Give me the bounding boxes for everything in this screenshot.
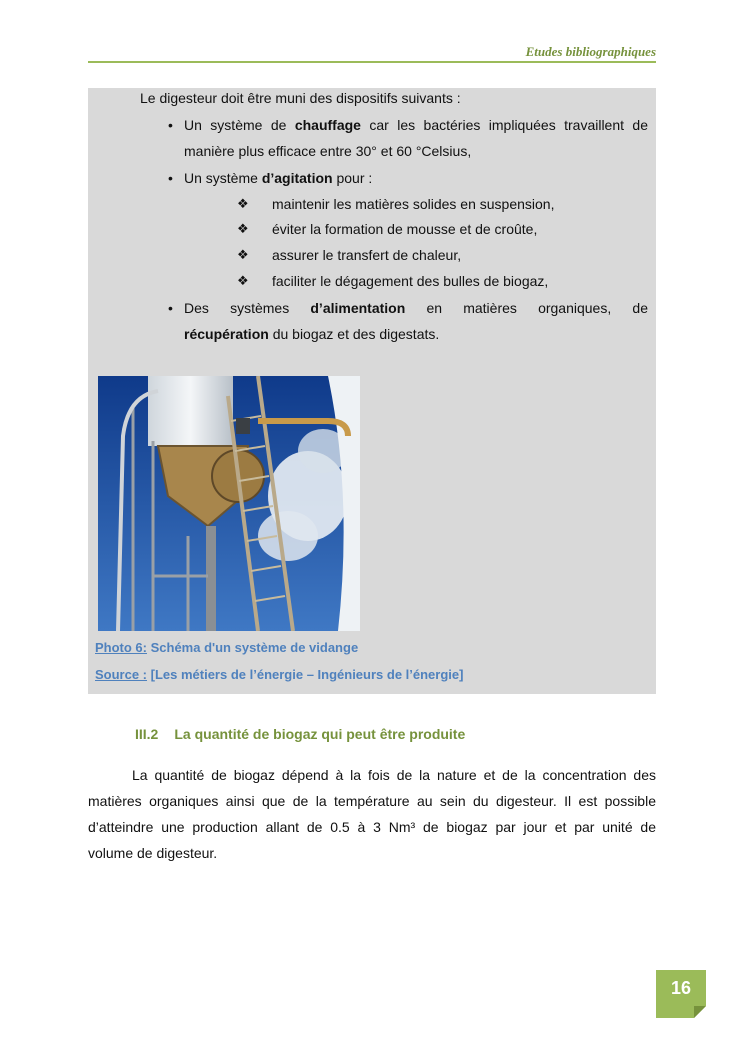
photo-caption: Photo 6: Schéma d'un système de vidange bbox=[95, 640, 359, 655]
diamond-bullet-icon: ❖ bbox=[237, 221, 249, 236]
bullet-dot-icon: • bbox=[168, 170, 173, 186]
bullet-feed-line2: récupération du biogaz et des digestats. bbox=[184, 326, 440, 342]
bullet-feed-line1: Des systèmes d’alimentation en matières organiques, de bbox=[184, 300, 648, 316]
sub-item: assurer le transfert de chaleur, bbox=[272, 247, 462, 263]
sub-item: éviter la formation de mousse et de croûte, bbox=[272, 221, 538, 237]
paragraph-line: volume de digesteur. bbox=[88, 845, 218, 861]
sub-item: maintenir les matières solides en suspension, bbox=[272, 196, 555, 212]
sub-item: faciliter le dégagement des bulles de biogaz, bbox=[272, 273, 549, 289]
photo-source: Source : [Les métiers de l’énergie – Ingénieurs de l’énergie] bbox=[95, 667, 464, 682]
section-heading: III.2 La quantité de biogaz qui peut être produite bbox=[135, 726, 466, 742]
body-paragraph bbox=[88, 762, 656, 866]
bullet-heating-line1: Un système de chauffage car les bactéries impliquées travaillent de bbox=[184, 117, 649, 133]
paragraph-line: La quantité de biogaz dépend à la fois de la nature et de la concentration des bbox=[132, 767, 656, 783]
diamond-bullet-icon: ❖ bbox=[237, 196, 249, 211]
bullet-dot-icon: • bbox=[168, 300, 173, 316]
paragraph-line: d’atteindre une production allant de 0.5 à 3 Nm³ de biogaz par jour et par unité de bbox=[88, 819, 656, 835]
bullet-agitation: Un système d’agitation pour : bbox=[184, 170, 373, 186]
header-rule bbox=[88, 61, 656, 63]
diamond-bullet-icon: ❖ bbox=[237, 273, 249, 288]
bullet-heating-line2: manière plus efficace entre 30° et 60 °Celsius, bbox=[184, 143, 472, 159]
box-intro: Le digesteur doit être muni des dispositifs suivants : bbox=[140, 90, 461, 106]
paragraph-line: matières organiques ainsi que de la température au sein du digesteur. Il est possible bbox=[88, 793, 656, 809]
page-number: 16 bbox=[670, 978, 692, 998]
bullet-dot-icon: • bbox=[168, 117, 173, 133]
diamond-bullet-icon: ❖ bbox=[237, 247, 249, 262]
running-header: Etudes bibliographiques bbox=[525, 44, 656, 59]
digester-photo bbox=[98, 376, 360, 631]
